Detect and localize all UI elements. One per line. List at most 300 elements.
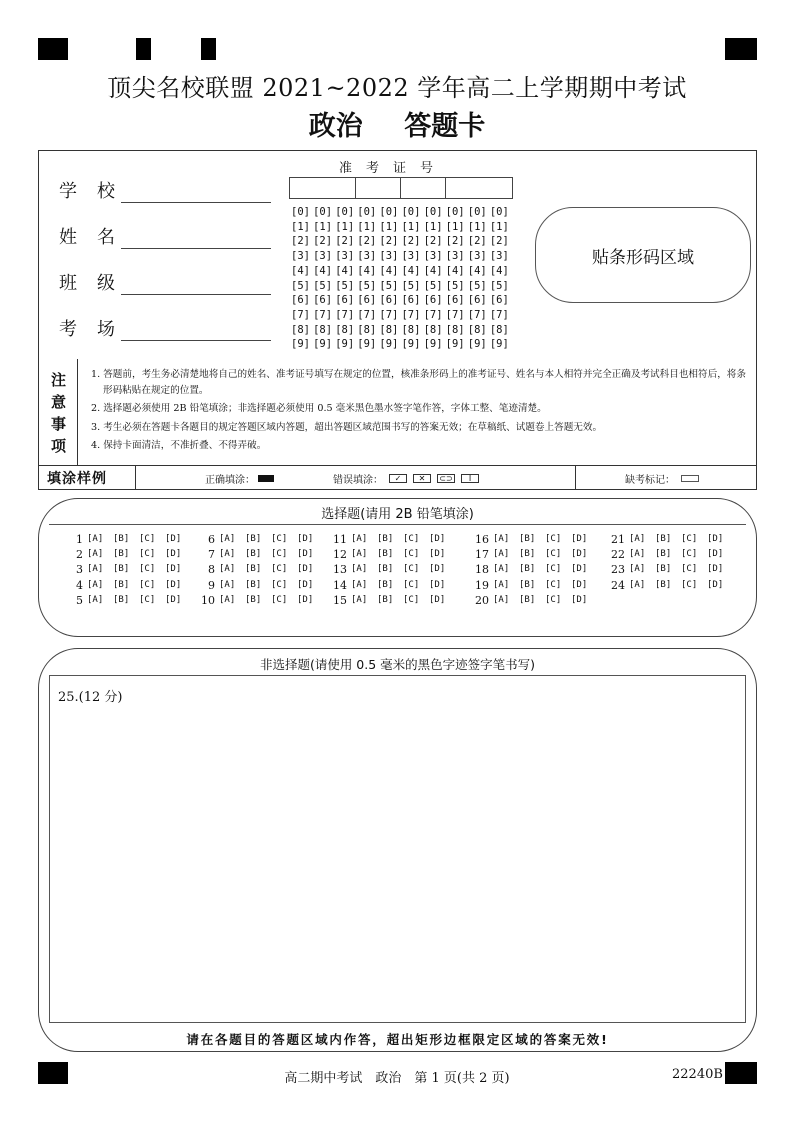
digit-bubble[interactable]: [4] — [291, 264, 310, 277]
option-bubble[interactable]: [B] — [377, 534, 394, 544]
digit-bubble[interactable]: [0] — [445, 206, 465, 218]
option-bubble[interactable]: [B] — [519, 534, 536, 544]
option-bubble[interactable]: [D] — [571, 534, 588, 544]
alignment-mark — [725, 38, 757, 60]
option-bubble[interactable]: [B] — [519, 549, 536, 560]
digit-bubble[interactable]: [4] — [423, 264, 443, 277]
exam-number-box[interactable] — [290, 178, 356, 198]
option-bubble[interactable]: [A] — [629, 534, 646, 544]
question-number: 2 — [76, 548, 83, 562]
choice-section-title: 选择题(请用 2B 铅笔填涂) — [321, 507, 474, 522]
wrong-example: 错误填涂： ✓ ✕ ⊂⊃ I — [333, 466, 479, 490]
option-bubble[interactable]: [D] — [297, 564, 314, 575]
student-info-section — [38, 150, 757, 490]
digit-bubble[interactable]: [6] — [467, 294, 487, 307]
option-bubble[interactable]: [A] — [219, 594, 236, 605]
option-bubble[interactable]: [D] — [165, 579, 182, 590]
digit-bubble[interactable]: [1] — [423, 220, 443, 233]
exam-number-boxes[interactable] — [289, 177, 513, 199]
option-bubble[interactable]: [C] — [403, 534, 420, 544]
option-bubble[interactable]: [A] — [351, 579, 368, 590]
digit-bubble[interactable]: [2] — [489, 235, 509, 248]
question-number: 9 — [208, 578, 215, 592]
option-bubble[interactable]: [A] — [629, 549, 646, 560]
choice-question — [471, 532, 597, 547]
digit-bubble[interactable]: [1] — [291, 220, 310, 233]
digit-row — [291, 205, 512, 220]
line-mark-icon: I — [461, 474, 479, 483]
class-line[interactable] — [121, 275, 271, 295]
digit-bubble[interactable]: [8] — [423, 323, 443, 336]
paper-code: 22240B — [672, 1067, 723, 1082]
option-bubble[interactable]: [C] — [545, 549, 562, 560]
digit-bubble[interactable]: [3] — [423, 250, 443, 263]
digit-bubble[interactable]: [3] — [445, 250, 465, 263]
digit-bubble[interactable]: [7] — [291, 308, 310, 321]
option-bubble[interactable]: [D] — [707, 564, 724, 575]
filled-bubble-icon — [258, 475, 274, 482]
digit-bubble[interactable]: [3] — [467, 250, 487, 263]
digit-bubble[interactable]: [4] — [379, 264, 399, 277]
digit-bubble[interactable]: [1] — [313, 220, 333, 233]
digit-bubble[interactable]: [5] — [357, 279, 377, 292]
digit-bubble[interactable]: [2] — [401, 235, 421, 248]
digit-bubble[interactable]: [1] — [379, 220, 399, 233]
digit-bubble[interactable]: [2] — [357, 235, 377, 248]
digit-bubble[interactable]: [6] — [313, 294, 333, 307]
digit-bubble[interactable]: [2] — [313, 235, 333, 248]
digit-bubble[interactable]: [1] — [489, 220, 509, 233]
digit-bubble[interactable]: [0] — [423, 206, 443, 218]
digit-bubble[interactable]: [1] — [445, 220, 465, 233]
option-bubble[interactable]: [D] — [297, 549, 314, 560]
option-bubble[interactable]: [C] — [139, 564, 156, 575]
digit-bubble[interactable]: [0] — [291, 206, 310, 218]
option-bubble[interactable]: [C] — [681, 564, 698, 575]
digit-bubble[interactable]: [9] — [467, 338, 487, 351]
option-bubble[interactable]: [C] — [271, 579, 288, 590]
option-bubble[interactable]: [A] — [219, 549, 236, 560]
option-bubble[interactable]: [C] — [139, 579, 156, 590]
digit-row — [291, 293, 512, 308]
option-bubble[interactable]: [C] — [271, 534, 288, 544]
option-bubble[interactable]: [B] — [245, 549, 262, 560]
digit-bubble[interactable]: [3] — [291, 250, 310, 263]
option-bubble[interactable]: [B] — [655, 549, 672, 560]
digit-bubble[interactable]: [3] — [401, 250, 421, 263]
digit-bubble[interactable]: [7] — [357, 308, 377, 321]
school-line[interactable] — [121, 183, 271, 203]
digit-bubble[interactable]: [8] — [291, 323, 310, 336]
name-field[interactable] — [59, 221, 271, 249]
digit-bubble[interactable]: [5] — [467, 279, 487, 292]
digit-bubble[interactable]: [6] — [401, 294, 421, 307]
option-bubble[interactable]: [B] — [519, 564, 536, 575]
notice-label: 注意事项 — [51, 371, 67, 455]
option-bubble[interactable]: [A] — [87, 549, 104, 560]
question-number: 12 — [333, 548, 347, 562]
digit-row — [291, 249, 512, 264]
option-bubble[interactable]: [C] — [403, 564, 420, 575]
name-label: 姓 名 — [59, 227, 115, 248]
option-bubble[interactable]: [C] — [681, 549, 698, 560]
digit-row — [291, 323, 512, 338]
choice-question — [471, 562, 597, 577]
digit-bubble[interactable]: [4] — [467, 264, 487, 277]
option-bubble[interactable]: [D] — [429, 549, 446, 560]
digit-bubble[interactable]: [1] — [357, 220, 377, 233]
notice-divider — [77, 359, 78, 465]
digit-bubble[interactable]: [9] — [379, 338, 399, 351]
question-number: 7 — [208, 548, 215, 562]
digit-bubble[interactable]: [7] — [489, 308, 509, 321]
notice-item: 3. 考生必须在答题卡各题目的规定答题区域内答题，超出答题区域范围书写的答案无效；在草稿纸、试题卷上答题无效。 — [91, 421, 603, 433]
class-field[interactable] — [59, 267, 271, 295]
choice-question — [65, 547, 191, 562]
option-bubble[interactable]: [C] — [271, 549, 288, 560]
digit-bubble[interactable]: [6] — [335, 294, 355, 307]
choice-question — [197, 562, 323, 577]
option-bubble[interactable]: [D] — [165, 549, 182, 560]
digit-bubble[interactable]: [7] — [335, 308, 355, 321]
name-line[interactable] — [121, 229, 271, 249]
boundary-warning: 请在各题目的答题区域内作答，超出矩形边框限定区域的答案无效! — [186, 1032, 609, 1047]
option-bubble[interactable]: [C] — [545, 594, 562, 605]
digit-bubble[interactable]: [7] — [313, 308, 333, 321]
card-name: 答题卡 — [404, 111, 486, 142]
digit-bubble[interactable]: [1] — [401, 220, 421, 233]
question-number: 6 — [208, 533, 215, 546]
digit-bubble[interactable]: [2] — [445, 235, 465, 248]
option-bubble[interactable]: [B] — [245, 534, 262, 544]
option-bubble[interactable]: [B] — [113, 534, 130, 544]
digit-bubble[interactable]: [8] — [401, 323, 421, 336]
absent-checkbox[interactable] — [681, 475, 699, 482]
digit-bubble[interactable]: [8] — [489, 323, 509, 336]
digit-bubble[interactable]: [8] — [467, 323, 487, 336]
answer-area[interactable] — [49, 675, 746, 1023]
digit-bubble[interactable]: [1] — [467, 220, 487, 233]
option-bubble[interactable]: [C] — [139, 534, 156, 544]
digit-bubble[interactable]: [7] — [467, 308, 487, 321]
option-bubble[interactable]: [A] — [87, 534, 104, 544]
option-bubble[interactable]: [C] — [545, 579, 562, 590]
option-bubble[interactable]: [A] — [87, 594, 104, 605]
option-bubble[interactable]: [C] — [681, 534, 698, 544]
digit-bubble[interactable]: [7] — [379, 308, 399, 321]
digit-bubble[interactable]: [8] — [313, 323, 333, 336]
digit-bubble[interactable]: [6] — [379, 294, 399, 307]
cross-mark-icon: ✕ — [413, 474, 431, 483]
option-bubble[interactable]: [A] — [629, 564, 646, 575]
option-bubble[interactable]: [D] — [165, 564, 182, 575]
option-bubble[interactable]: [A] — [351, 564, 368, 575]
digit-bubble[interactable]: [9] — [357, 338, 377, 351]
option-bubble[interactable]: [A] — [351, 549, 368, 560]
choice-question — [329, 578, 455, 593]
digit-bubble[interactable]: [5] — [379, 279, 399, 292]
option-bubble[interactable]: [A] — [493, 534, 510, 544]
option-bubble[interactable]: [D] — [429, 594, 446, 605]
choice-question — [607, 547, 733, 562]
option-bubble[interactable]: [A] — [493, 579, 510, 590]
subject-name: 政治 — [308, 111, 363, 142]
option-bubble[interactable]: [B] — [377, 564, 394, 575]
option-bubble[interactable]: [C] — [139, 594, 156, 605]
digit-bubble[interactable]: [0] — [313, 206, 333, 218]
option-bubble[interactable]: [A] — [219, 579, 236, 590]
choice-question — [197, 547, 323, 562]
choice-question — [197, 578, 323, 593]
digit-bubble[interactable]: [4] — [445, 264, 465, 277]
digit-bubble[interactable]: [9] — [445, 338, 465, 351]
option-bubble[interactable]: [C] — [545, 534, 562, 544]
option-bubble[interactable]: [B] — [245, 579, 262, 590]
question-number: 1 — [76, 533, 83, 546]
option-bubble[interactable]: [A] — [493, 564, 510, 575]
digit-bubble[interactable]: [6] — [489, 294, 509, 307]
digit-bubble[interactable]: [7] — [401, 308, 421, 321]
option-bubble[interactable]: [B] — [655, 564, 672, 575]
digit-bubble[interactable]: [5] — [423, 279, 443, 292]
fill-example-row — [39, 465, 756, 490]
school-label: 学 校 — [59, 181, 115, 202]
option-bubble[interactable]: [A] — [87, 564, 104, 575]
divider — [49, 524, 746, 525]
option-bubble[interactable]: [D] — [429, 564, 446, 575]
digit-bubble[interactable]: [8] — [335, 323, 355, 336]
option-bubble[interactable]: [B] — [377, 549, 394, 560]
multiple-choice-section — [38, 498, 757, 637]
digit-row — [291, 337, 512, 352]
question-number: 4 — [76, 578, 83, 592]
fill-example-title: 填涂样例 — [47, 471, 107, 487]
exam-room-field[interactable] — [59, 313, 271, 341]
option-bubble[interactable]: [B] — [519, 594, 536, 605]
option-bubble[interactable]: [A] — [351, 534, 368, 544]
question-number: 3 — [76, 563, 83, 577]
choice-question — [65, 593, 191, 608]
option-bubble[interactable]: [A] — [219, 534, 236, 544]
digit-bubble[interactable]: [4] — [401, 264, 421, 277]
exam-number-box[interactable] — [446, 178, 512, 198]
option-bubble[interactable]: [D] — [707, 579, 724, 590]
choice-column — [197, 532, 323, 608]
digit-bubble[interactable]: [3] — [489, 250, 509, 263]
option-bubble[interactable]: [D] — [571, 564, 588, 575]
digit-bubble[interactable]: [0] — [489, 206, 509, 218]
notice-item: 4. 保持卡面清洁，不准折叠、不得弄破。 — [91, 440, 267, 452]
option-bubble[interactable]: [A] — [493, 594, 510, 605]
digit-row — [291, 279, 512, 294]
digit-bubble[interactable]: [0] — [335, 206, 355, 218]
choice-question — [197, 593, 323, 608]
question-number: 5 — [76, 593, 83, 607]
digit-bubble[interactable]: [6] — [357, 294, 377, 307]
option-bubble[interactable]: [D] — [707, 534, 724, 544]
option-bubble[interactable]: [B] — [113, 564, 130, 575]
digit-bubble[interactable]: [2] — [467, 235, 487, 248]
option-bubble[interactable]: [B] — [245, 564, 262, 575]
digit-bubble[interactable]: [5] — [489, 279, 509, 292]
option-bubble[interactable]: [D] — [571, 579, 588, 590]
option-bubble[interactable]: [A] — [351, 594, 368, 605]
exam-room-line[interactable] — [121, 321, 271, 341]
notice-item: 1. 答题前，考生务必清楚地将自己的姓名、准考证号填写在规定的位置，核准条形码上的准考证号、姓名与本人相符并完全正确及考试科目也相符后，将条形码粘贴在规定的位置。 — [91, 369, 746, 396]
digit-bubble[interactable]: [7] — [445, 308, 465, 321]
exam-number-bubbles[interactable] — [291, 205, 512, 352]
digit-bubble[interactable]: [0] — [401, 206, 421, 218]
exam-number-box[interactable] — [401, 178, 446, 198]
digit-bubble[interactable]: [2] — [379, 235, 399, 248]
option-bubble[interactable]: [B] — [655, 579, 672, 590]
choice-question — [471, 578, 597, 593]
option-bubble[interactable]: [D] — [571, 594, 588, 605]
digit-bubble[interactable]: [5] — [401, 279, 421, 292]
essay-section-title: 非选择题(请使用 0.5 毫米的黑色字迹签字笔书写) — [259, 657, 536, 672]
question-number: 17 — [475, 548, 489, 562]
digit-bubble[interactable]: [9] — [313, 338, 333, 351]
exam-number-box[interactable] — [356, 178, 401, 198]
digit-bubble[interactable]: [3] — [335, 250, 355, 263]
digit-bubble[interactable]: [0] — [467, 206, 487, 218]
question-number: 16 — [475, 533, 489, 546]
check-mark-icon: ✓ — [389, 474, 407, 483]
digit-bubble[interactable]: [6] — [445, 294, 465, 307]
option-bubble[interactable]: [B] — [519, 579, 536, 590]
choice-question — [471, 547, 597, 562]
digit-bubble[interactable]: [2] — [335, 235, 355, 248]
school-field[interactable] — [59, 175, 271, 203]
digit-bubble[interactable]: [6] — [291, 294, 310, 307]
partial-fill-icon: ⊂⊃ — [437, 474, 455, 483]
choice-column — [65, 532, 191, 608]
exam-title: 顶尖名校联盟 2021~2022 学年高二上学期期中考试 — [107, 74, 687, 102]
option-bubble[interactable]: [C] — [271, 594, 288, 605]
digit-bubble[interactable]: [3] — [379, 250, 399, 263]
digit-bubble[interactable]: [5] — [313, 279, 333, 292]
absent-mark[interactable]: 缺考标记： — [625, 466, 699, 490]
option-bubble[interactable]: [B] — [113, 594, 130, 605]
option-bubble[interactable]: [B] — [245, 594, 262, 605]
choice-column — [329, 532, 455, 608]
choice-question — [607, 562, 733, 577]
digit-bubble[interactable]: [9] — [291, 338, 310, 351]
question-number: 8 — [208, 563, 215, 577]
digit-bubble[interactable]: [2] — [291, 235, 310, 248]
option-bubble[interactable]: [A] — [493, 549, 510, 560]
digit-bubble[interactable]: [4] — [313, 264, 333, 277]
question-number: 21 — [611, 533, 625, 546]
question-number: 22 — [611, 548, 625, 562]
option-bubble[interactable]: [A] — [629, 579, 646, 590]
option-bubble[interactable]: [D] — [297, 534, 314, 544]
digit-bubble[interactable]: [9] — [423, 338, 443, 351]
digit-row — [291, 308, 512, 323]
question-25-label: 25.(12 分) — [58, 690, 123, 705]
option-bubble[interactable]: [D] — [165, 594, 182, 605]
digit-bubble[interactable]: [3] — [357, 250, 377, 263]
option-bubble[interactable]: [D] — [297, 579, 314, 590]
option-bubble[interactable]: [B] — [377, 579, 394, 590]
question-number: 14 — [333, 578, 347, 592]
digit-bubble[interactable]: [9] — [335, 338, 355, 351]
digit-bubble[interactable]: [9] — [401, 338, 421, 351]
digit-bubble[interactable]: [2] — [423, 235, 443, 248]
option-bubble[interactable]: [B] — [377, 594, 394, 605]
option-bubble[interactable]: [C] — [681, 579, 698, 590]
question-number: 18 — [475, 563, 489, 577]
digit-bubble[interactable]: [6] — [423, 294, 443, 307]
digit-bubble[interactable]: [7] — [423, 308, 443, 321]
question-number: 11 — [333, 533, 347, 546]
question-number: 23 — [611, 563, 625, 577]
option-bubble[interactable]: [C] — [271, 564, 288, 575]
option-bubble[interactable]: [D] — [165, 534, 182, 544]
question-number: 24 — [611, 578, 625, 592]
question-number: 19 — [475, 578, 489, 592]
question-number: 15 — [333, 593, 347, 607]
option-bubble[interactable]: [D] — [429, 579, 446, 590]
choice-question — [471, 593, 597, 608]
option-bubble[interactable]: [C] — [403, 549, 420, 560]
option-bubble[interactable]: [B] — [113, 549, 130, 560]
alignment-mark — [136, 38, 151, 60]
digit-bubble[interactable]: [4] — [489, 264, 509, 277]
question-number: 10 — [201, 593, 215, 607]
digit-row — [291, 234, 512, 249]
barcode-area: 贴条形码区域 — [535, 207, 751, 303]
exam-room-label: 考 场 — [59, 319, 115, 340]
digit-bubble[interactable]: [0] — [379, 206, 399, 218]
digit-bubble[interactable]: [4] — [335, 264, 355, 277]
option-bubble[interactable]: [A] — [219, 564, 236, 575]
option-bubble[interactable]: [A] — [87, 579, 104, 590]
option-bubble[interactable]: [C] — [545, 564, 562, 575]
question-number: 20 — [475, 593, 489, 607]
option-bubble[interactable]: [C] — [403, 594, 420, 605]
choice-question — [607, 578, 733, 593]
digit-bubble[interactable]: [1] — [335, 220, 355, 233]
option-bubble[interactable]: [C] — [139, 549, 156, 560]
option-bubble[interactable]: [D] — [429, 534, 446, 544]
choice-question — [65, 562, 191, 577]
divider — [135, 466, 136, 490]
choice-question — [607, 532, 733, 547]
digit-bubble[interactable]: [3] — [313, 250, 333, 263]
option-bubble[interactable]: [C] — [403, 579, 420, 590]
digit-bubble[interactable]: [9] — [489, 338, 509, 351]
question-number: 13 — [333, 563, 347, 577]
option-bubble[interactable]: [D] — [297, 594, 314, 605]
essay-section — [38, 648, 757, 1052]
option-bubble[interactable]: [D] — [571, 549, 588, 560]
page-footer: 高二期中考试 政治 第 1 页(共 2 页) — [284, 1071, 510, 1086]
digit-bubble[interactable]: [4] — [357, 264, 377, 277]
digit-bubble[interactable]: [5] — [291, 279, 310, 292]
digit-bubble[interactable]: [5] — [335, 279, 355, 292]
digit-bubble[interactable]: [8] — [357, 323, 377, 336]
digit-bubble[interactable]: [5] — [445, 279, 465, 292]
option-bubble[interactable]: [B] — [655, 534, 672, 544]
digit-bubble[interactable]: [8] — [379, 323, 399, 336]
divider — [575, 466, 576, 490]
digit-bubble[interactable]: [0] — [357, 206, 377, 218]
choice-question — [329, 562, 455, 577]
option-bubble[interactable]: [D] — [707, 549, 724, 560]
digit-bubble[interactable]: [8] — [445, 323, 465, 336]
option-bubble[interactable]: [B] — [113, 579, 130, 590]
